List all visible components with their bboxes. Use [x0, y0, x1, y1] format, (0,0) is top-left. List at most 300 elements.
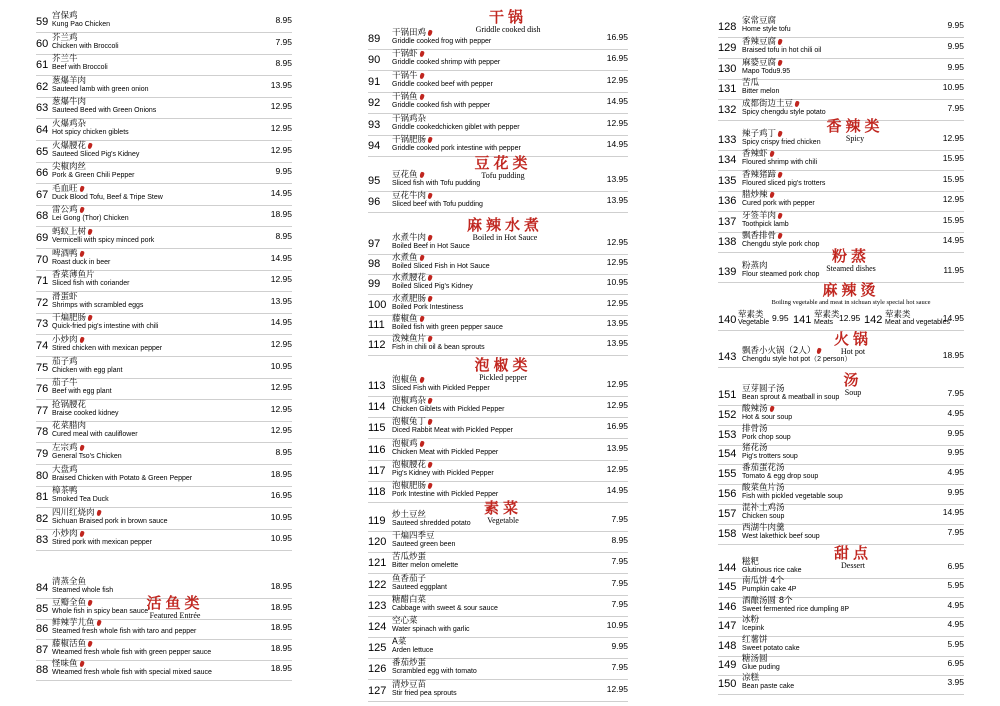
item-number: 98	[368, 258, 381, 271]
item-name-zh: 雷公鸡	[52, 205, 84, 215]
section-title-zh: 干锅	[488, 8, 527, 26]
item-number: 96	[368, 196, 381, 208]
item-name-en: Pig's Kidney with Pickled Pepper	[392, 469, 494, 477]
item-price: 7.95	[611, 556, 628, 567]
chili-pepper-icon	[777, 212, 783, 219]
item-number: 140	[718, 314, 737, 326]
item-number: 128	[718, 21, 737, 33]
item-number: 120	[368, 536, 387, 549]
menu-item-row	[36, 292, 292, 312]
menu-item-row	[36, 508, 292, 528]
item-number: 73	[36, 318, 49, 331]
item-name-zh: 豆芽圆子汤	[742, 384, 785, 394]
item-name-en: Chicken Giblets with Pickled Pepper	[392, 406, 505, 414]
item-name-en: Bean sprout & meatball in soup	[742, 394, 840, 401]
menu-item-row	[36, 335, 292, 355]
item-name-zh: 酒酿汤圆 8个	[742, 595, 793, 606]
item-price: 7.95	[947, 103, 964, 114]
item-price: 12.95	[270, 101, 292, 112]
item-name-zh: 飘香小火锅（2人）	[742, 346, 821, 356]
item-name-en: Floured shrimp with chili	[742, 159, 818, 167]
item-name-zh: 藤椒鱼	[392, 314, 424, 324]
item-number: 126	[368, 663, 387, 676]
item-name-zh: 鲜辣芋儿鱼	[52, 618, 101, 628]
item-price: 14.95	[270, 252, 292, 263]
item-number: 141	[793, 314, 812, 326]
section-header-spicy	[800, 118, 910, 143]
item-name-en: Quick-fried pig's intestine with chili	[52, 323, 159, 331]
chili-pepper-icon	[419, 51, 425, 58]
menu-item-row	[368, 92, 628, 112]
item-price: 15.95	[942, 153, 964, 164]
chili-pepper-icon	[427, 137, 433, 144]
item-name-en: Braise cooked kidney	[52, 409, 119, 417]
item-name-zh: 滑蛋虾	[52, 291, 78, 302]
item-name-zh: 泡椒兔丁	[392, 417, 432, 427]
menu-item-row	[368, 396, 628, 416]
chili-pepper-icon	[419, 315, 425, 322]
menu-item-row	[718, 37, 964, 57]
item-number: 119	[368, 515, 386, 527]
menu-item-row	[36, 659, 292, 679]
item-number: 100	[368, 298, 387, 311]
item-name-zh: 飘香排骨	[742, 231, 782, 241]
section-title-en: Dessert	[841, 561, 865, 570]
item-number: 62	[36, 80, 49, 93]
item-price: 12.95	[606, 297, 628, 308]
item-name-zh: 小炒肉	[52, 335, 84, 345]
item-name-en: Glutinous rice cake	[742, 567, 802, 574]
section-title-zh: 麻辣烫	[822, 281, 880, 299]
item-name-en: Boiled Beef in Hot Sauce	[392, 243, 470, 250]
item-number: 63	[36, 102, 49, 115]
item-price: 10.95	[606, 620, 628, 630]
item-price: 5.95	[947, 580, 964, 591]
item-name-en: Wteamed fresh whole fish with special mixed sauce	[52, 669, 212, 677]
item-number: 69	[36, 232, 49, 244]
item-name-en: Chicken with egg plant	[52, 366, 123, 374]
row-140-142	[718, 309, 964, 329]
item-name-zh: 糍粑	[742, 557, 760, 567]
item-price: 4.95	[947, 599, 964, 610]
section-header-griddle	[448, 9, 568, 34]
item-name-en: Chengdu style pork chop	[742, 241, 820, 248]
item-name-en: Sauteed Beed with Green Onions	[52, 107, 157, 115]
item-name-en: Bitter melon omelette	[392, 562, 459, 570]
item-number: 136	[718, 195, 737, 208]
item-price: 9.95	[947, 427, 964, 438]
item-name-zh: 糖醋白菜	[392, 594, 427, 605]
item-name-zh: 干锅田鸡	[392, 28, 432, 38]
menu-item-row	[368, 314, 628, 334]
chili-pepper-icon	[419, 377, 425, 384]
item-number: 135	[718, 174, 737, 187]
chili-pepper-icon	[427, 419, 433, 426]
item-number: 78	[36, 426, 49, 439]
item-price: 18.95	[270, 209, 292, 220]
item-number: 111	[368, 318, 385, 331]
item-price: 10.95	[270, 533, 292, 544]
item-name-zh: 排骨汤	[742, 423, 768, 434]
item-number: 92	[368, 97, 381, 110]
item-price: 7.95	[611, 514, 628, 524]
item-name-zh: 泡椒腰花	[392, 460, 432, 470]
chili-pepper-icon	[79, 250, 85, 257]
menu-item-row	[36, 33, 292, 53]
menu-item-row	[368, 294, 628, 314]
item-price: 13.95	[606, 338, 628, 348]
item-name-zh: 空心菜	[392, 616, 418, 626]
section-title-en: Boiling vegetable and meat in sichuan style special hot sauce	[771, 299, 931, 306]
item-name-en: Sauteed lamb with green onion	[52, 85, 149, 93]
item-name-en: Icepink	[742, 625, 765, 633]
menu-item-row	[36, 162, 292, 182]
section-header-hotpot	[808, 331, 898, 356]
item-name-zh: 干锅鸡杂	[392, 113, 427, 124]
item-number: 67	[36, 188, 49, 201]
menu-item-row	[36, 639, 292, 659]
menu-item-row	[718, 463, 964, 483]
item-name-zh: 冰粉	[742, 615, 760, 626]
item-number: 112	[368, 339, 386, 351]
item-name-zh: 宫保鸡	[52, 11, 78, 21]
item-name-zh: 苦瓜	[742, 78, 760, 89]
item-name-zh: 番茄蛋花汤	[742, 463, 785, 474]
chili-pepper-icon	[427, 461, 433, 468]
item-name-zh: 苦瓜炒蛋	[392, 552, 427, 563]
chili-pepper-icon	[419, 72, 425, 79]
menu-item-row	[718, 576, 964, 596]
item-number: 149	[718, 659, 737, 671]
menu-item-row	[36, 249, 292, 269]
item-price: 9.95	[947, 447, 964, 458]
item-name-zh: 荤素类	[814, 309, 840, 319]
item-number: 64	[36, 124, 49, 136]
item-name-zh: 干煸肥肠	[52, 313, 92, 323]
item-name-en: Whole fish in spicy bean sauce	[52, 607, 149, 615]
item-name-en: Sliced Fish with Pickled Pepper	[392, 385, 490, 392]
item-price: 9.95	[947, 40, 964, 51]
item-number: 71	[36, 275, 49, 288]
item-name-en: Mapo Todu9.95	[742, 67, 791, 75]
item-number: 127	[368, 684, 387, 697]
chili-pepper-icon	[769, 405, 775, 412]
menu-item-row	[718, 635, 964, 655]
menu-item-row	[36, 443, 292, 463]
item-number: 84	[36, 582, 49, 594]
item-name-en: Sweet fermented rice dumpling 8P	[742, 605, 849, 613]
section-title-en: Boiled in Hot Sauce	[472, 233, 538, 242]
item-name-zh: 猪花汤	[742, 443, 768, 454]
item-price: 14.95	[270, 317, 292, 328]
item-name-zh: 葱爆羊肉	[52, 75, 87, 86]
item-name-en: Kung Pao Chicken	[52, 21, 110, 28]
item-name-zh: 啤酒鸭	[52, 249, 84, 259]
item-number: 60	[36, 37, 49, 50]
item-number: 151	[718, 389, 737, 401]
item-number: 131	[718, 83, 737, 96]
item-number: 150	[718, 678, 737, 691]
item-name-en: General Tso's Chicken	[52, 453, 122, 460]
chili-pepper-icon	[427, 275, 433, 282]
item-name-en: Sliced fish with Tofu pudding	[392, 180, 481, 187]
menu-item-row	[36, 400, 292, 420]
item-name-en: Toothpick lamb	[742, 220, 789, 228]
menu-item-row	[368, 595, 628, 615]
item-price: 12.95	[270, 339, 292, 349]
menu-item-row	[718, 16, 964, 36]
chili-pepper-icon	[419, 440, 425, 447]
item-number: 138	[718, 236, 737, 248]
item-name-zh: 左宗鸡	[52, 443, 84, 453]
menu-item-row	[718, 78, 964, 98]
menu-item-row	[368, 658, 628, 678]
item-name-zh: 香菜薄鱼片	[52, 270, 95, 281]
item-price: 12.95	[606, 237, 628, 247]
item-name-zh: 水煮腰花	[392, 273, 432, 283]
menu-item-row	[368, 253, 628, 273]
section-header-dessert	[808, 545, 898, 570]
menu-item-row	[36, 11, 292, 31]
item-name-en: Meats	[814, 319, 834, 326]
item-name-zh: 清炒豆苗	[392, 679, 427, 690]
section-title-zh: 香辣类	[826, 117, 884, 135]
chili-pepper-icon	[794, 101, 800, 108]
item-number: 143	[718, 351, 737, 363]
item-name-zh: 樟茶鸭	[52, 486, 78, 497]
item-name-en: Beef with Broccoli	[52, 64, 108, 72]
item-name-en: Lei Gong (Thor) Chicken	[52, 215, 129, 223]
item-name-en: Pig's trotters soup	[742, 453, 798, 461]
item-name-en: Stired chicken with mexican pepper	[52, 345, 163, 352]
section-header-spicy-boil	[745, 282, 957, 307]
item-name-zh: 干锅肥肠	[392, 135, 432, 145]
item-name-zh: 豆花鱼	[392, 170, 424, 180]
item-name-zh: 水煮牛肉	[392, 233, 432, 243]
menu-item-row	[36, 465, 292, 485]
item-name-zh: 家常豆腐	[742, 16, 777, 26]
item-number: 91	[368, 75, 381, 88]
menu-item-row	[36, 378, 292, 398]
menu-item-row	[36, 529, 292, 549]
item-number: 75	[36, 361, 49, 374]
item-price: 11.95	[943, 265, 964, 275]
item-name-zh: 芥兰牛	[52, 54, 78, 65]
item-number: 74	[36, 340, 49, 352]
section-title-en: Tofu pudding	[481, 171, 525, 180]
item-name-en: Boiled fish with green pepper sauce	[392, 323, 503, 331]
item-name-zh: 火爆鸡杂	[52, 119, 87, 129]
item-price: 13.95	[606, 442, 628, 453]
menu-item-row	[368, 191, 628, 211]
item-number: 155	[718, 468, 737, 481]
menu-item-row	[718, 404, 964, 424]
chili-pepper-icon	[87, 640, 93, 647]
item-number: 87	[36, 643, 49, 656]
item-price: 12.95	[270, 382, 292, 393]
menu-item-row	[718, 483, 964, 503]
item-price: 8.95	[275, 58, 292, 69]
item-price: 16.95	[270, 490, 292, 501]
item-name-zh: 毛血旺	[52, 184, 84, 194]
item-number: 97	[368, 238, 381, 250]
section-title-zh: 素菜	[483, 499, 522, 517]
menu-item-row	[36, 119, 292, 139]
item-price: 8.95	[275, 15, 292, 25]
item-name-en: Pork chop soup	[742, 433, 791, 441]
item-price: 12.95	[942, 133, 964, 143]
section-title-en: Hot pot	[840, 347, 866, 356]
item-name-en: Sauteed Sliced Pig's Kidney	[52, 150, 140, 158]
item-name-zh: 酸菜鱼片汤	[742, 483, 785, 493]
item-name-en: Hot spicy chicken giblets	[52, 129, 129, 136]
item-number: 83	[36, 534, 49, 547]
row-divider	[36, 680, 292, 681]
menu-item-row	[368, 135, 628, 155]
menu-item-row	[718, 424, 964, 444]
item-name-zh: 鱼香茄子	[392, 573, 427, 584]
section-title-zh: 泡椒类	[474, 356, 532, 374]
chili-pepper-icon	[87, 599, 93, 606]
item-name-zh: 荤素类	[885, 309, 911, 319]
section-title-en: Steamed dishes	[826, 264, 876, 273]
item-price: 15.95	[942, 214, 964, 225]
item-number: 145	[718, 581, 737, 594]
item-price: 15.95	[942, 173, 964, 184]
chili-pepper-icon	[777, 59, 783, 66]
item-number: 115	[368, 422, 386, 435]
item-number: 132	[718, 104, 737, 117]
menu-item-row	[368, 49, 628, 69]
item-price: 16.95	[606, 421, 628, 432]
item-name-zh: 葱爆牛肉	[52, 97, 87, 108]
item-name-zh: 藤椒活鱼	[52, 639, 92, 649]
item-number: 72	[36, 296, 49, 309]
item-name-en: Boiled Pork Intestiness	[392, 303, 464, 311]
menu-item-row	[718, 523, 964, 543]
section-header-soup	[808, 372, 898, 397]
menu-item-row	[36, 227, 292, 247]
item-name-zh: 干锅牛	[392, 71, 424, 81]
item-number: 113	[368, 380, 386, 392]
menu-item-row	[368, 680, 628, 700]
item-name-en: Pork Intestine with Pickled Pepper	[392, 491, 499, 498]
section-header-boiled	[440, 217, 570, 242]
item-name-zh: 凉糕	[742, 673, 760, 684]
item-name-zh: 花菜腊肉	[52, 421, 87, 432]
item-number: 153	[718, 428, 737, 441]
row-divider	[368, 701, 628, 702]
item-number: 59	[36, 16, 49, 28]
item-name-en: Sliced beef with Tofu pudding	[392, 201, 483, 208]
item-name-en: Flour steamed pork chop	[742, 271, 820, 278]
item-price: 4.95	[947, 619, 964, 630]
item-number: 144	[718, 562, 737, 574]
menu-item-row	[36, 184, 292, 204]
chili-pepper-icon	[427, 193, 433, 200]
menu-item-row	[368, 114, 628, 134]
item-price: 7.95	[611, 662, 628, 673]
item-price: 16.95	[606, 53, 628, 64]
menu-item-row	[368, 481, 628, 501]
item-name-en: Shrimps with scrambled eggs	[52, 301, 144, 309]
item-number: 129	[718, 41, 737, 54]
item-number: 148	[718, 639, 737, 652]
item-name-zh: 酸辣汤	[742, 404, 774, 414]
menu-item-row	[368, 552, 628, 572]
item-price: 5.95	[947, 638, 964, 649]
item-number: 157	[718, 507, 737, 520]
item-name-en: Home style tofu	[742, 26, 791, 33]
menu-item-row	[368, 417, 628, 437]
item-number: 137	[718, 215, 737, 228]
item-name-en: Fish with pickled vegetable soup	[742, 493, 843, 500]
chili-pepper-icon	[419, 94, 425, 101]
menu-item-row	[36, 421, 292, 441]
item-number: 146	[718, 600, 737, 613]
menu-item-row	[36, 357, 292, 377]
item-price: 9.95	[947, 20, 964, 30]
item-price: 9.95	[611, 641, 628, 652]
row-divider	[36, 550, 292, 551]
menu-item-row	[368, 439, 628, 459]
item-price: 9.95	[947, 61, 964, 72]
item-name-zh: 泼辣鱼片	[392, 334, 432, 344]
menu-item-row	[718, 596, 964, 616]
item-price: 12.95	[606, 117, 628, 128]
item-name-en: Vermicelli with spicy minced pork	[52, 237, 155, 244]
item-price: 12.95	[606, 379, 628, 389]
item-name-zh: 荤素类	[738, 309, 764, 319]
item-name-zh: 泡椒鸡	[392, 439, 424, 449]
item-number: 90	[368, 54, 381, 67]
section-title-zh: 粉蒸	[831, 247, 870, 265]
item-price: 12.95	[606, 74, 628, 85]
chili-pepper-icon	[79, 185, 85, 192]
item-name-en: Spicy chengdu style potato	[742, 109, 826, 117]
item-price: 7.95	[947, 388, 964, 398]
menu-item-row	[36, 618, 292, 638]
chili-pepper-icon	[96, 509, 102, 516]
item-number: 158	[718, 527, 737, 540]
item-price: 12.95	[942, 194, 964, 205]
item-name-en: Sauteed shredded potato	[392, 520, 471, 527]
item-number: 99	[368, 278, 381, 291]
item-number: 80	[36, 469, 49, 482]
menu-item-row	[718, 654, 964, 674]
item-name-en: Cured meal with cauliflower	[52, 431, 138, 439]
item-price: 12.95	[606, 463, 628, 474]
item-name-zh: 泡椒鸡杂	[392, 396, 432, 406]
item-number: 125	[368, 642, 387, 655]
chili-pepper-icon	[427, 398, 433, 405]
item-name-zh: 干锅虾	[392, 49, 424, 59]
item-name-zh: 豆瓣全鱼	[52, 598, 92, 608]
item-price: 13.95	[270, 79, 292, 90]
item-name-zh: 混补土鸡汤	[742, 502, 785, 513]
item-name-zh: 小炒肉	[52, 529, 84, 539]
item-name-en: Chicken with Broccoli	[52, 42, 119, 50]
item-name-zh: 红薯饼	[742, 634, 768, 645]
item-price: 14.95	[270, 187, 292, 198]
menu-item-row	[368, 71, 628, 91]
item-number: 70	[36, 253, 49, 266]
item-price: 10.95	[270, 360, 292, 371]
item-number: 130	[718, 62, 737, 75]
chili-pepper-icon	[87, 142, 93, 149]
item-number: 154	[718, 448, 737, 461]
item-name-en: Griddle cooked pork intestine with pepper	[392, 145, 521, 152]
